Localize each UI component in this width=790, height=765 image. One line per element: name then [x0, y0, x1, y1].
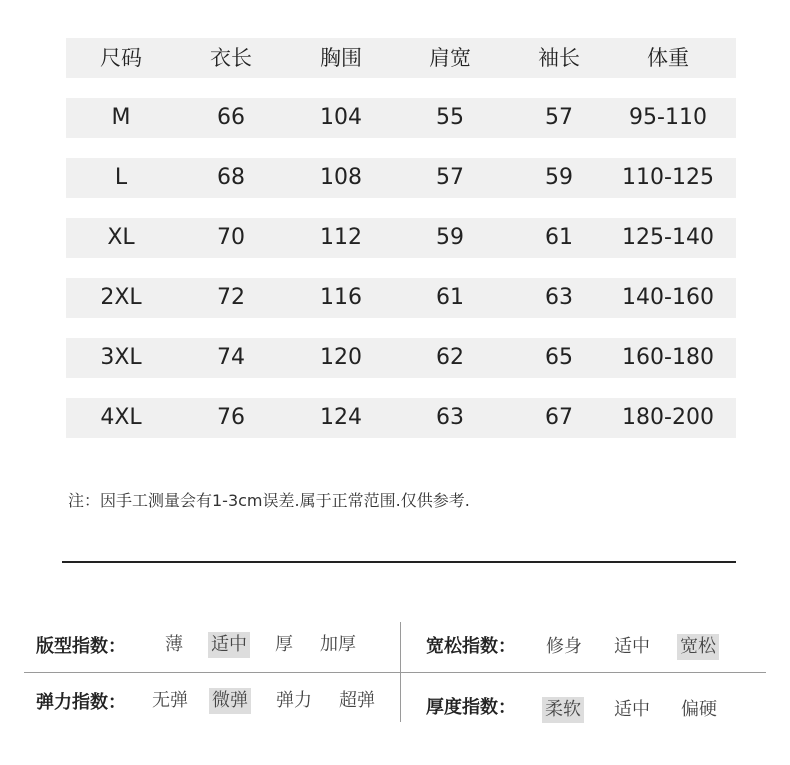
cell-shoulder: 61 [436, 285, 464, 310]
table-row [66, 218, 736, 258]
table-header-row [66, 38, 736, 78]
cell-chest: 124 [320, 405, 362, 430]
fit-index-label: 版型指数： [36, 636, 126, 657]
fit-option: 薄 [165, 634, 183, 655]
looseness-option: 修身 [546, 636, 582, 657]
cell-shoulder: 63 [436, 405, 464, 430]
cell-size: XL [107, 225, 135, 250]
cell-sleeve: 61 [545, 225, 573, 250]
cell-weight: 95-110 [629, 105, 707, 130]
thickness-index-label: 厚度指数： [426, 697, 516, 718]
cell-shoulder: 62 [436, 345, 464, 370]
elasticity-index-label: 弹力指数： [36, 692, 126, 713]
cell-chest: 112 [320, 225, 362, 250]
index-grid-horizontal-line [24, 672, 766, 673]
cell-size: 2XL [100, 285, 142, 310]
looseness-option: 适中 [614, 636, 650, 657]
table-row [66, 278, 736, 318]
table-row [66, 98, 736, 138]
section-divider [62, 561, 736, 563]
cell-length: 72 [217, 285, 245, 310]
cell-length: 74 [217, 345, 245, 370]
fit-option-selected: 适中 [208, 632, 250, 658]
cell-length: 76 [217, 405, 245, 430]
cell-length: 68 [217, 165, 245, 190]
cell-size: 3XL [100, 345, 142, 370]
cell-size: L [114, 165, 128, 190]
measurement-note: 注：因手工测量会有1-3cm误差.属于正常范围.仅供参考. [68, 491, 470, 510]
cell-chest: 108 [320, 165, 362, 190]
header-shoulder: 肩宽 [429, 46, 471, 70]
cell-length: 66 [217, 105, 245, 130]
thickness-option: 偏硬 [681, 699, 717, 720]
elasticity-option: 弹力 [276, 690, 312, 711]
table-row [66, 158, 736, 198]
elasticity-option-selected: 微弹 [209, 688, 251, 714]
looseness-index-label: 宽松指数： [426, 636, 516, 657]
table-row [66, 398, 736, 438]
header-size: 尺码 [100, 46, 142, 70]
cell-weight: 180-200 [622, 405, 714, 430]
header-weight: 体重 [647, 46, 689, 70]
thickness-option: 适中 [614, 699, 650, 720]
elasticity-option: 无弹 [152, 690, 188, 711]
elasticity-option: 超弹 [339, 690, 375, 711]
looseness-option-selected: 宽松 [677, 634, 719, 660]
cell-shoulder: 59 [436, 225, 464, 250]
thickness-option-selected: 柔软 [542, 697, 584, 723]
cell-weight: 110-125 [622, 165, 714, 190]
cell-weight: 140-160 [622, 285, 714, 310]
cell-size: M [111, 105, 131, 130]
header-chest: 胸围 [320, 46, 362, 70]
cell-sleeve: 65 [545, 345, 573, 370]
cell-chest: 104 [320, 105, 362, 130]
table-row [66, 338, 736, 378]
cell-chest: 120 [320, 345, 362, 370]
cell-size: 4XL [100, 405, 142, 430]
cell-sleeve: 59 [545, 165, 573, 190]
cell-sleeve: 63 [545, 285, 573, 310]
cell-weight: 125-140 [622, 225, 714, 250]
cell-sleeve: 67 [545, 405, 573, 430]
fit-option: 加厚 [320, 634, 356, 655]
size-table [66, 38, 736, 458]
fit-option: 厚 [275, 634, 293, 655]
cell-chest: 116 [320, 285, 362, 310]
cell-sleeve: 57 [545, 105, 573, 130]
header-length: 衣长 [210, 46, 252, 70]
cell-shoulder: 57 [436, 165, 464, 190]
cell-weight: 160-180 [622, 345, 714, 370]
header-sleeve: 袖长 [538, 46, 580, 70]
cell-length: 70 [217, 225, 245, 250]
cell-shoulder: 55 [436, 105, 464, 130]
index-grid-vertical-line [400, 622, 401, 722]
